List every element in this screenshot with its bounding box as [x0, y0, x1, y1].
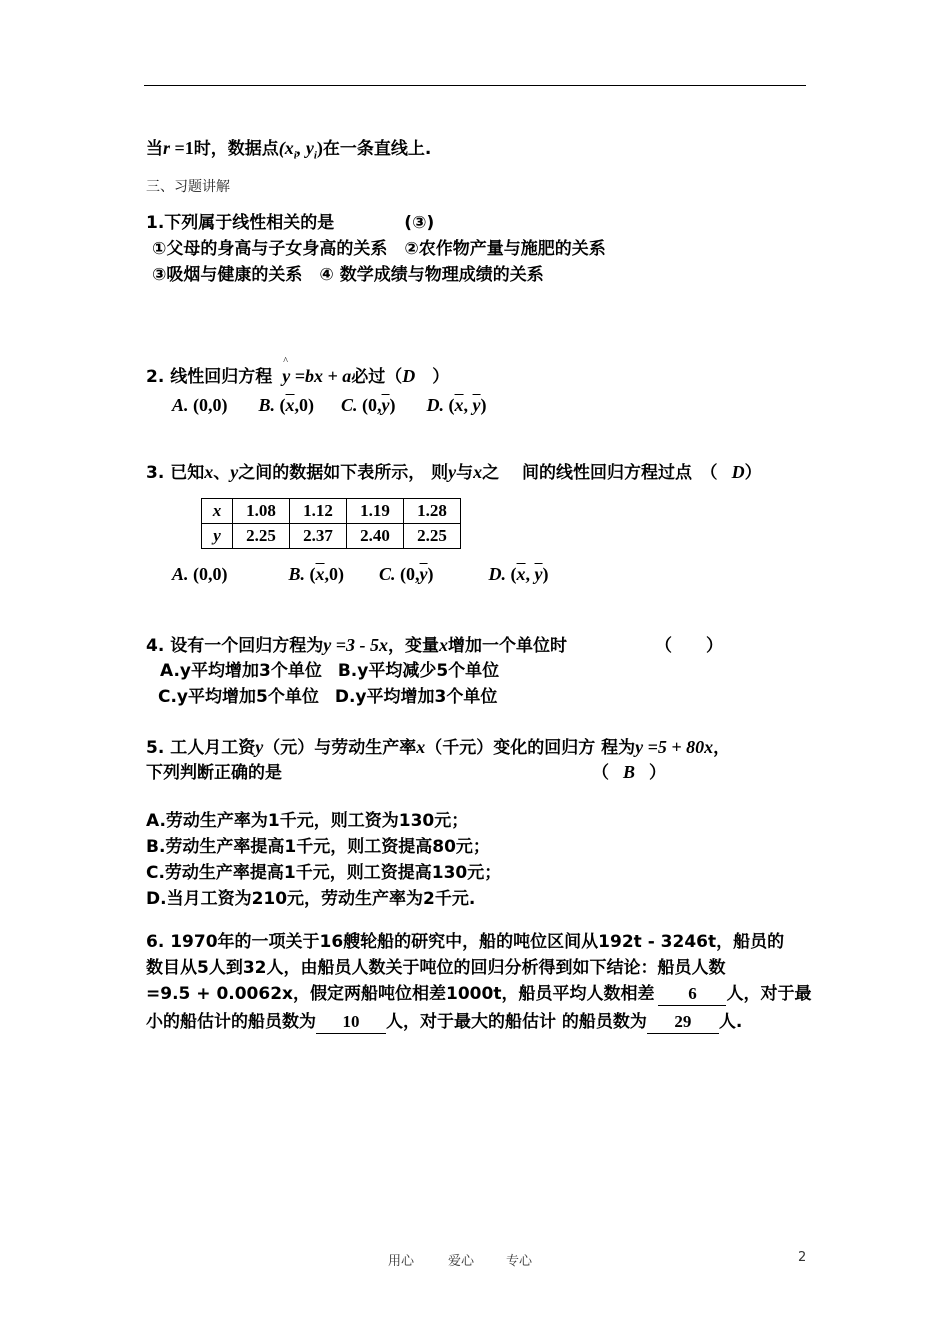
- q3-data-table: [201, 498, 461, 549]
- q3-option-a-label: A.: [172, 564, 189, 584]
- q3-option-d-ybar: $\overline{y}$: [534, 564, 543, 584]
- q2-option-a-value: (0,0): [193, 395, 228, 415]
- q5-bracket-close: ）: [649, 763, 667, 783]
- q2-option-b-xbar: $\overline{x}$: [285, 395, 295, 415]
- q3-option-d-close: ): [542, 564, 549, 584]
- q4-equation: y =3 - 5x: [323, 635, 388, 655]
- q2-option-d-ybar: $\overline{y}$: [472, 395, 481, 415]
- q3-stem-f: ）: [744, 463, 762, 483]
- q6-blank-2: 10: [316, 1011, 386, 1034]
- q5-stem-d: ，: [713, 738, 731, 758]
- table-cell: 1.28: [404, 499, 461, 524]
- q5-stem-c: （千元）变化的回归方 程为: [425, 738, 636, 758]
- q3-stem-a: 3. 已知: [146, 463, 205, 483]
- q5-option-d: D.当月工资为210元，劳动生产率为2千元.: [146, 889, 476, 909]
- q6-line4-b: 人，对于最大的船估计 的船员数为: [386, 1012, 647, 1032]
- q2-option-c-close: ): [389, 395, 396, 415]
- q2-option-d-xbar: $\overline{x}$: [454, 395, 464, 415]
- q5-option-c: C.劳动生产率提高1千元，则工资提高130元；: [146, 863, 502, 883]
- q5-y: y: [255, 737, 264, 757]
- q2-option-a-label: A.: [172, 395, 189, 415]
- intro-sub-2: i: [313, 149, 317, 162]
- q2-option-d-label: D.: [426, 395, 445, 415]
- table-row-y-label: y: [202, 524, 233, 549]
- q3-option-c-open: (0,: [400, 564, 420, 584]
- q2-passes: 必过（: [351, 367, 403, 387]
- q1-stem-line: [146, 212, 434, 234]
- table-cell: 1.08: [233, 499, 290, 524]
- q4-stem-b: ，变量: [387, 636, 439, 656]
- intro-mid: 时，数据点: [193, 139, 279, 159]
- q3-option-c-close: ): [427, 564, 434, 584]
- q6-line3-a: =9.5 + 0.0062x，假定两船吨位相差1000t，船员平均人数相差: [146, 984, 655, 1004]
- q3-option-d-open: (: [510, 564, 517, 584]
- intro-sub-1: i: [293, 149, 297, 162]
- q3-option-d-label: D.: [488, 564, 507, 584]
- q4-stem-a: 4. 设有一个回归方程为: [146, 636, 324, 656]
- intro-r: r: [163, 138, 171, 158]
- intro-comma: , y: [296, 138, 314, 158]
- q3-stem-line: [146, 461, 762, 484]
- intro-line: [146, 137, 431, 166]
- intro-suffix: 在一条直线上.: [322, 139, 432, 159]
- q3-answer: D: [731, 462, 745, 482]
- q4-option-d: D.y平均增加3个单位: [334, 687, 498, 707]
- q1-answer: (③): [404, 213, 435, 233]
- q2-option-d-open: (: [448, 395, 455, 415]
- q6-blank-3: 29: [647, 1011, 719, 1034]
- q4-options-2: [158, 686, 497, 708]
- header-rule: [144, 85, 806, 86]
- q1-options-1: ①父母的身高与子女身高的关系 ②农作物产量与施肥的关系: [152, 239, 606, 259]
- q2-stem-line: [146, 365, 449, 388]
- q2-option-d-close: ): [480, 395, 487, 415]
- q3-option-c-ybar: $\overline{y}$: [419, 564, 428, 584]
- table-cell: 1.12: [290, 499, 347, 524]
- q3-x1: x: [204, 462, 214, 482]
- q6-line-2: 数目从5人到32人，由船员人数关于吨位的回归分析得到如下结论：船员人数: [146, 958, 726, 978]
- q5-equation: y =5 + 80x: [635, 737, 714, 757]
- q2-close: ）: [415, 367, 450, 387]
- q6-line-1: 6. 1970年的一项关于16艘轮船的研究中，船的吨位区间从192t - 3246t，船员的: [146, 932, 785, 952]
- q6-line4-c: 人.: [718, 1012, 743, 1032]
- q4-stem-c: 增加一个单位时: [447, 636, 567, 656]
- q2-options: [172, 394, 487, 416]
- q6-blank-1: 6: [658, 983, 726, 1006]
- q4-option-b: B.y平均减少5个单位: [337, 661, 500, 681]
- q5-option-b: B.劳动生产率提高1千元，则工资提高80元；: [146, 837, 490, 857]
- q5-option-a: A.劳动生产率为1千元，则工资为130元；: [146, 811, 469, 831]
- q3-stem-d: 与: [456, 463, 474, 483]
- q3-option-b-xbar: $\overline{x}$: [315, 564, 325, 584]
- q4-option-c: C.y平均增加5个单位: [158, 687, 319, 707]
- q4-options-1: [160, 660, 499, 682]
- q4-option-a: A.y平均增加3个单位: [160, 661, 322, 681]
- q5-answer: B: [623, 762, 636, 782]
- q3-stem-e: 之 间的线性回归方程过点 （: [482, 463, 718, 483]
- q2-option-c-label: C.: [341, 395, 358, 415]
- q4-x: x: [438, 635, 448, 655]
- table-cell: 2.25: [233, 524, 290, 549]
- q2-option-d-sep: ,: [463, 395, 473, 415]
- q3-option-c-label: C.: [379, 564, 396, 584]
- table-cell: 1.19: [347, 499, 404, 524]
- q6-line-4: [146, 1011, 742, 1034]
- q1-options-2: ③吸烟与健康的关系 ④ 数学成绩与物理成绩的关系: [152, 265, 544, 285]
- q2-stem: 2. 线性回归方程: [146, 367, 273, 387]
- q5-bracket-open: （: [592, 763, 609, 783]
- q3-option-b-label: B.: [288, 564, 306, 584]
- q2-option-b-label: B.: [258, 395, 276, 415]
- table-row-x-label: x: [202, 499, 233, 524]
- q3-option-d-xbar: $\overline{x}$: [516, 564, 526, 584]
- q3-option-b-rest: ,0): [324, 564, 345, 584]
- q2-y-hat: ^ y: [282, 365, 290, 387]
- q3-option-b-open: (: [309, 564, 316, 584]
- table-row-y: [202, 524, 461, 549]
- q2-option-b-rest: ,0): [294, 395, 315, 415]
- q2-equation: =bx + a: [290, 366, 352, 386]
- footer-text-3: 专心: [506, 1254, 533, 1269]
- q1-stem: 1.下列属于线性相关的是: [146, 213, 335, 233]
- q2-option-b-open: (: [279, 395, 286, 415]
- section-title: 三、习题讲解: [146, 179, 230, 195]
- intro-prefix: 当: [146, 139, 163, 159]
- q2-option-c-ybar: $\overline{y}$: [381, 395, 390, 415]
- table-cell: 2.40: [347, 524, 404, 549]
- q3-stem-b: 、: [213, 463, 231, 483]
- q6-line4-a: 小的船估计的船员数为: [146, 1012, 316, 1032]
- q4-bracket: （ ）: [654, 636, 723, 656]
- q5-stem-line2-text: 下列判断正确的是: [146, 763, 282, 783]
- q4-stem-line: [146, 634, 723, 657]
- q3-option-a-value: (0,0): [193, 564, 228, 584]
- intro-point: (x: [278, 138, 294, 158]
- q3-option-d-sep: ,: [525, 564, 535, 584]
- q2-option-c-open: (0,: [362, 395, 382, 415]
- q3-y2: y: [448, 462, 457, 482]
- q3-x2: x: [473, 462, 483, 482]
- table-cell: 2.25: [404, 524, 461, 549]
- q6-line3-b: 人，对于最: [726, 984, 812, 1004]
- table-cell: 2.37: [290, 524, 347, 549]
- q2-answer: D: [402, 366, 416, 386]
- footer-text-2: 爱心: [448, 1254, 475, 1269]
- q5-stem-a: 5. 工人月工资: [146, 738, 256, 758]
- intro-close: ): [316, 138, 323, 158]
- footer-text-1: 用心: [388, 1254, 415, 1269]
- q5-x: x: [416, 737, 426, 757]
- q3-options: [172, 563, 549, 585]
- q3-stem-c: 之间的数据如下表所示， 则: [238, 463, 449, 483]
- q5-stem-b: （元）与劳动生产率: [263, 738, 417, 758]
- table-row-x: [202, 499, 461, 524]
- q5-stem-line-2: [146, 761, 666, 784]
- intro-eq: =1: [170, 138, 194, 158]
- q5-stem-line: [146, 736, 730, 759]
- page-number: 2: [798, 1250, 807, 1265]
- q3-y1: y: [230, 462, 239, 482]
- q6-line-3: [146, 983, 811, 1006]
